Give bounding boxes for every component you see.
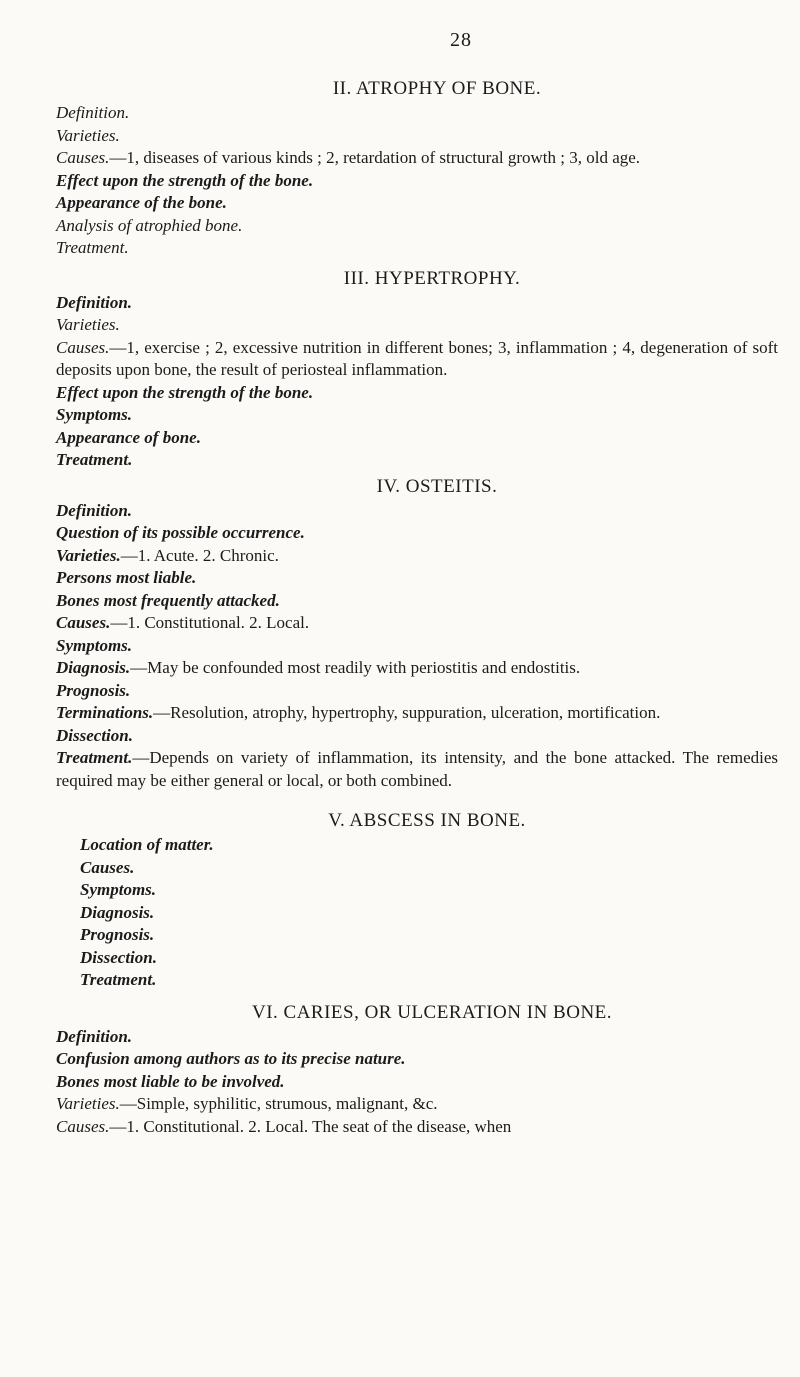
entry-label: Confusion among authors as to its precise nature. <box>56 1049 406 1068</box>
entry-list <box>56 834 778 992</box>
section-heading-atrophy: II. ATROPHY OF BONE. <box>332 78 542 99</box>
entry-text: —Simple, syphilitic, strumous, malignant, &c. <box>119 1094 438 1113</box>
entry-diagnosis <box>56 657 778 680</box>
entry-definition <box>56 500 778 523</box>
entry-label: Varieties. <box>56 125 120 145</box>
entry-text: —1, diseases of various kinds ; 2, retardation of structural growth ; 3, old age. <box>109 148 641 167</box>
entry-varieties <box>56 1093 778 1116</box>
entry-causes <box>56 1116 778 1139</box>
entry-symptoms <box>56 404 778 427</box>
entry-label: Appearance of the bone. <box>56 193 227 212</box>
entry-effect <box>56 382 778 405</box>
entry-label: Bones most liable to be involved. <box>56 1071 285 1091</box>
entry-treatment <box>56 747 778 792</box>
entry-label: Treatment. <box>56 748 133 767</box>
entry-persons <box>56 567 778 590</box>
entry-label: Definition. <box>56 500 133 520</box>
entry-label: Terminations. <box>56 703 154 722</box>
entry-label: Appearance of bone. <box>56 427 201 447</box>
entry-label: Varieties. <box>56 545 121 565</box>
section-heading-hypertrophy: III. HYPERTROPHY. <box>343 267 521 289</box>
section-hypertrophy <box>56 266 778 472</box>
section-abscess <box>56 808 778 992</box>
entry-confusion <box>56 1048 778 1071</box>
entry-label: Treatment. <box>56 450 133 469</box>
section-osteitis <box>56 474 778 793</box>
entry-label: Question of its possible occurrence. <box>56 523 305 542</box>
entry-appearance <box>56 427 778 450</box>
entry-label: Causes. <box>80 857 135 877</box>
entry-symptoms <box>56 635 778 658</box>
entry-label: Prognosis. <box>56 680 131 700</box>
entry-causes <box>56 337 778 382</box>
entry-label: Effect upon the strength of the bone. <box>56 170 314 190</box>
entry-terminations <box>56 702 778 725</box>
entry-label: Dissection. <box>80 947 157 967</box>
entry-text: —1. Constitutional. 2. Local. <box>110 613 310 632</box>
entry-label: Varieties. <box>56 315 120 334</box>
entry-label: Symptoms. <box>80 880 157 899</box>
entry-label: Definition. <box>56 1026 133 1046</box>
entry-label: Varieties. <box>56 1094 120 1113</box>
entry-label: Symptoms. <box>56 635 133 655</box>
entry-definition <box>56 102 778 125</box>
entry-label: Causes. <box>56 148 110 167</box>
entry-label: Treatment. <box>80 970 157 989</box>
entry-label: Diagnosis. <box>80 902 155 922</box>
entry-label: Dissection. <box>56 725 133 745</box>
entry-label: Causes. <box>56 337 110 357</box>
entry-location <box>80 834 778 857</box>
section-heading-osteitis: IV. OSTEITIS. <box>376 475 498 497</box>
entry-text: —1. Acute. 2. Chronic. <box>120 545 279 565</box>
entry-label: Bones most frequently attacked. <box>56 590 280 610</box>
entry-label: Treatment. <box>56 238 129 257</box>
entry-analysis <box>56 215 778 238</box>
entry-prognosis <box>80 924 778 947</box>
entry-effect <box>56 170 778 193</box>
entry-question <box>56 522 778 545</box>
entry-label: Causes. <box>56 1116 110 1136</box>
entry-label: Definition. <box>56 103 130 122</box>
entry-label: Location of matter. <box>80 835 214 854</box>
entry-label: Definition. <box>56 292 133 312</box>
entry-symptoms <box>80 879 778 902</box>
entry-definition <box>56 292 778 315</box>
entry-label: Diagnosis. <box>56 658 131 677</box>
section-heading-abscess: V. ABSCESS IN BONE. <box>328 810 526 831</box>
entry-bones <box>56 590 778 613</box>
entry-text: —Depends on variety of inflammation, its intensity, and the bone attacked. The remedies required may be either general or local, or both combined. <box>56 748 778 790</box>
entry-varieties <box>56 314 778 337</box>
entry-causes <box>56 147 778 170</box>
entry-label: Causes. <box>56 613 111 632</box>
entry-appearance <box>56 192 778 215</box>
entry-diagnosis <box>80 902 778 925</box>
entry-label: Analysis of atrophied bone. <box>56 215 243 235</box>
entry-label: Effect upon the strength of the bone. <box>56 382 314 402</box>
entry-text: —1, exercise ; 2, excessive nutrition in different bones; 3, inflammation ; 4, degeneration of soft deposits upon bone, the result of periosteal inflammation. <box>56 337 778 379</box>
section-caries <box>56 1000 778 1139</box>
entry-text: —1. Constitutional. 2. Local. The seat of the disease, when <box>109 1116 512 1136</box>
entry-label: Persons most liable. <box>56 568 197 587</box>
entry-dissection <box>80 947 778 970</box>
entry-definition <box>56 1026 778 1049</box>
entry-treatment <box>56 237 778 260</box>
entry-varieties <box>56 545 778 568</box>
entry-label: Symptoms. <box>56 405 133 424</box>
entry-bones <box>56 1071 778 1094</box>
section-heading-caries: VI. CARIES, OR ULCERATION IN BONE. <box>251 1001 613 1023</box>
entry-causes <box>80 857 778 880</box>
entry-prognosis <box>56 680 778 703</box>
page-number: 28 <box>450 29 472 51</box>
entry-treatment <box>80 969 778 992</box>
entry-varieties <box>56 125 778 148</box>
entry-text: —May be confounded most readily with periostitis and endostitis. <box>130 658 581 677</box>
entry-text: —Resolution, atrophy, hypertrophy, suppuration, ulceration, mortification. <box>153 703 661 722</box>
entry-label: Prognosis. <box>80 925 155 944</box>
entry-dissection <box>56 725 778 748</box>
entry-treatment <box>56 449 778 472</box>
entry-causes <box>56 612 778 635</box>
section-atrophy <box>56 76 778 260</box>
